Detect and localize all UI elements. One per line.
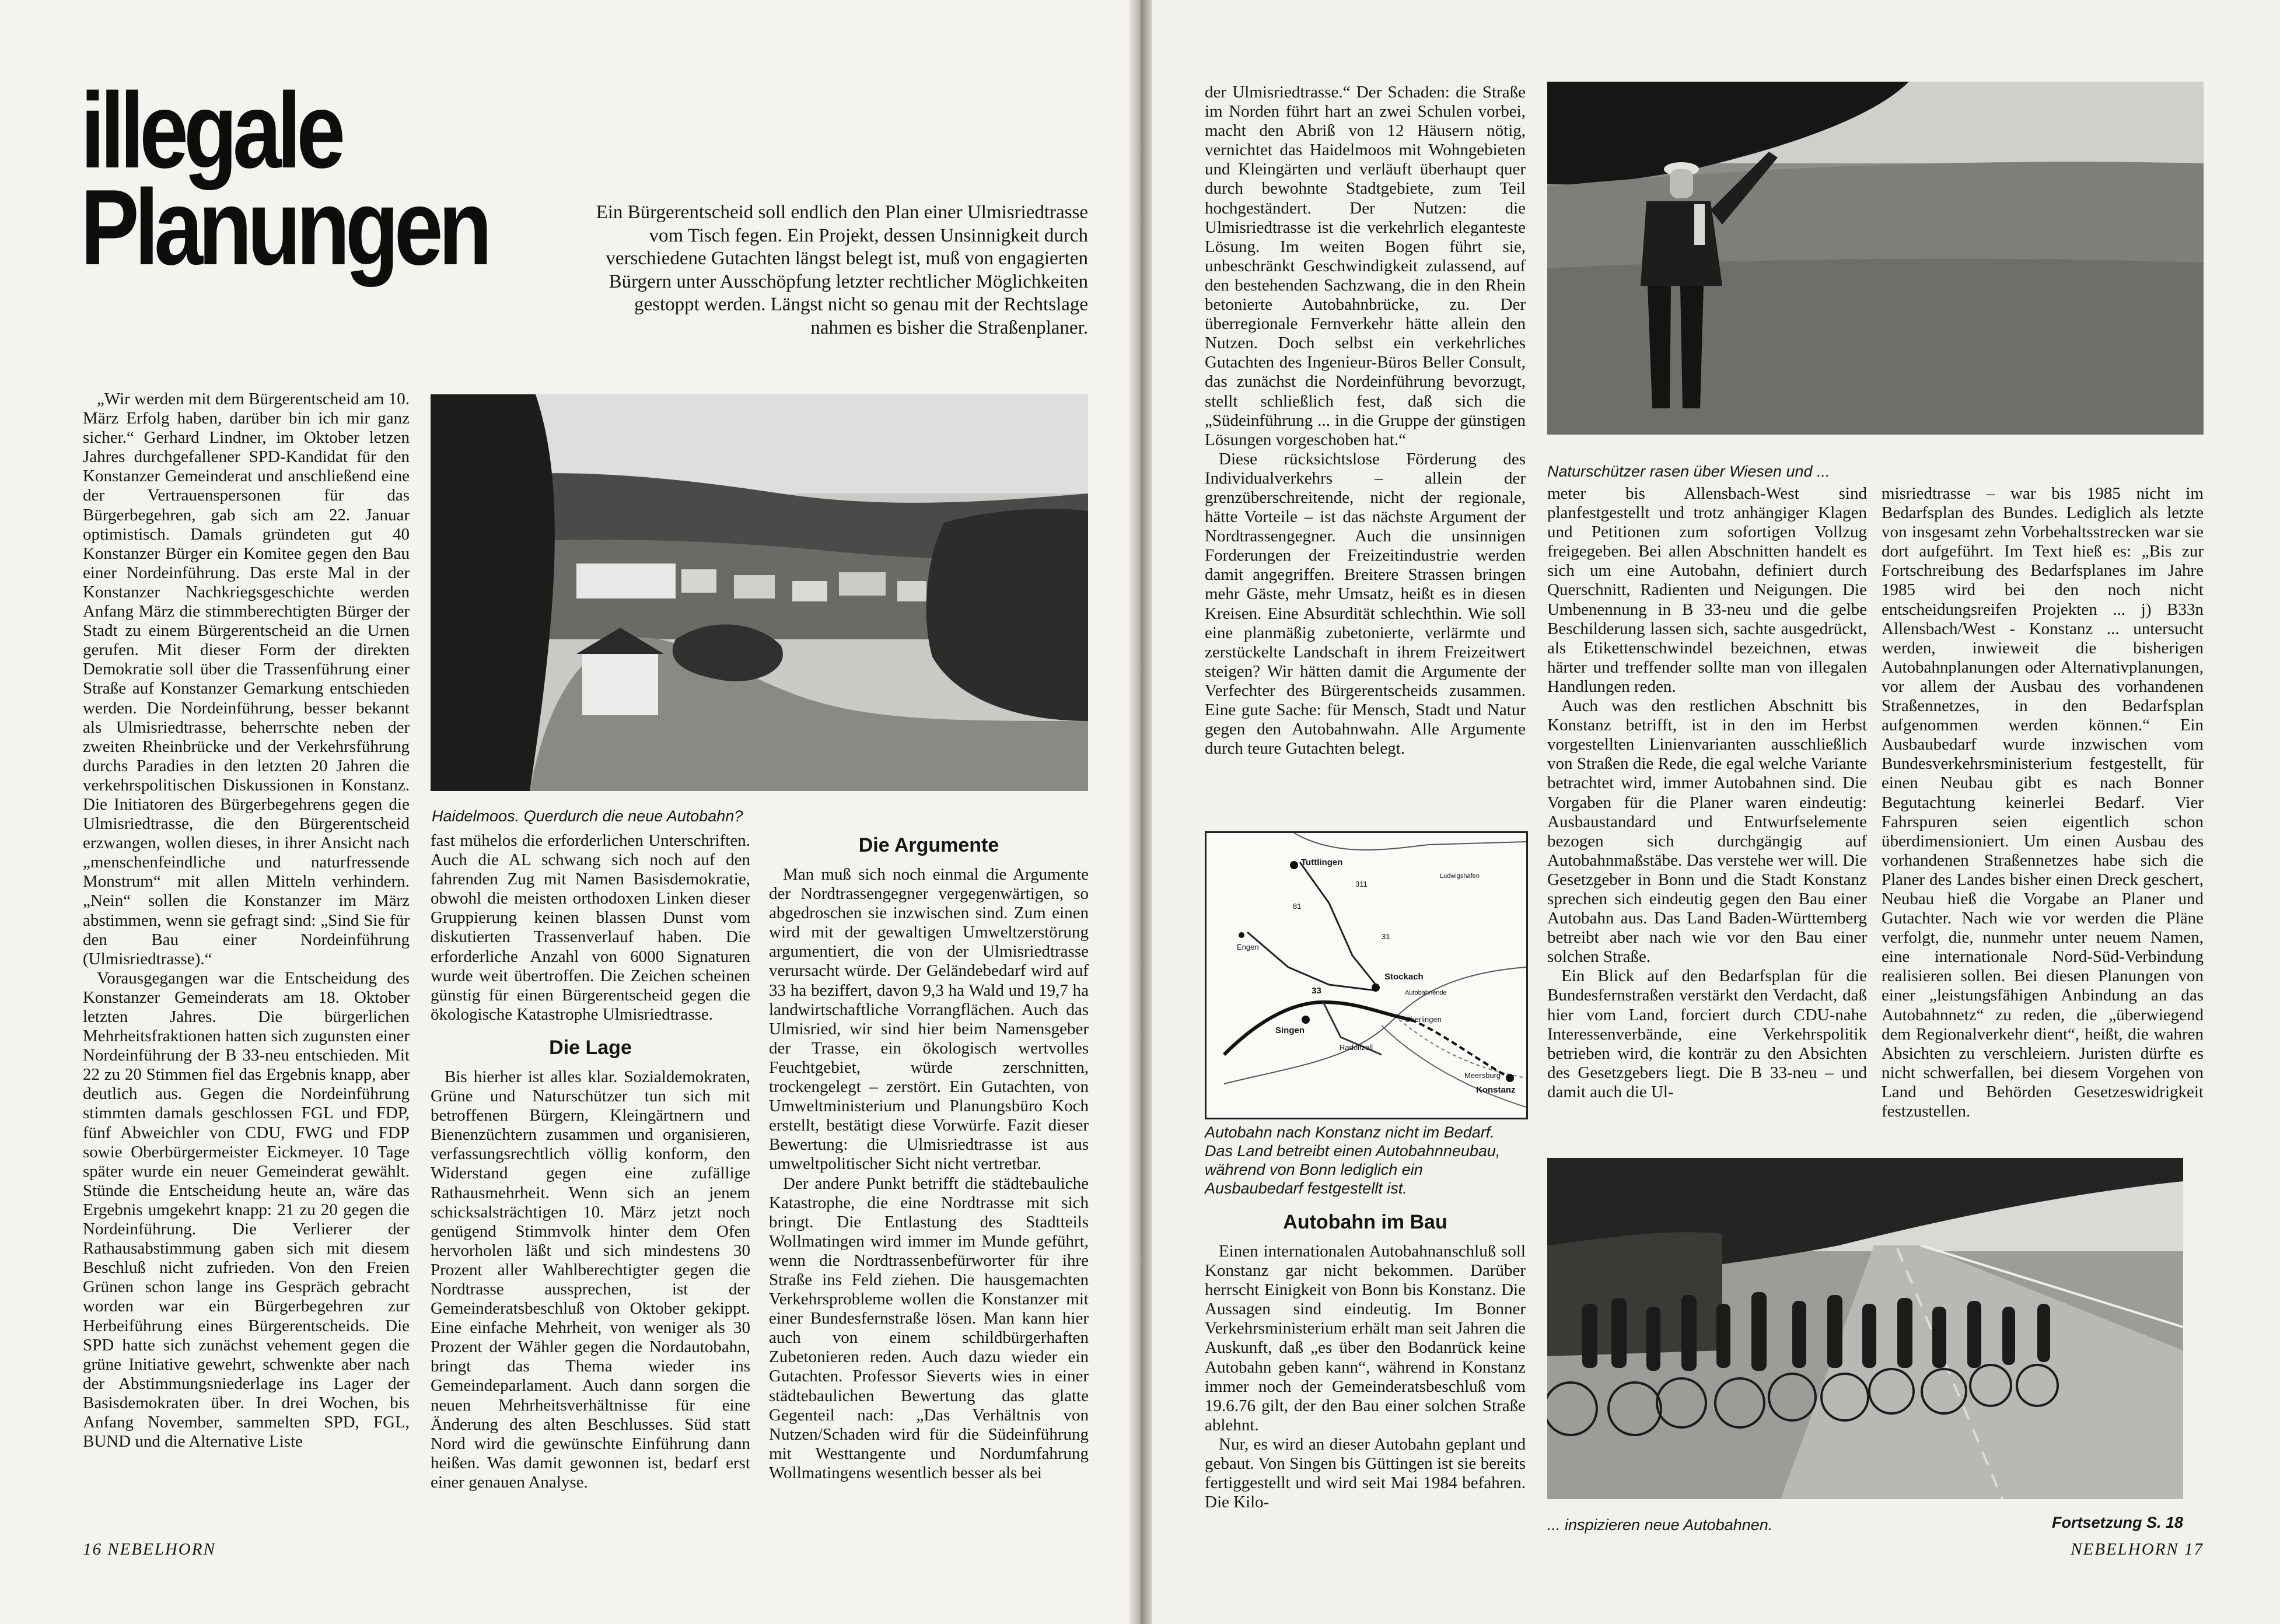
right-column-2 [1547, 484, 1867, 1143]
headline-line-1: illegale [81, 70, 341, 190]
paragraph: misriedtrasse – war bis 1985 nicht im Bedarfsplan des Bundes. Lediglich als letzte von insgesamt zehn Vorbehaltsstrecken war sie dort aufgeführt. Im Text hieß es: „Bis zur Fortschreibung des Bedarfsplanes im Jahre 1985 wird bei den noch nicht entscheidungsreifen Projekten ... j) B33n Allensbach/West - Konstanz ... untersucht werden, inwieweit die bisherigen Autobahnplanungen oder Alternativplanungen, vor allem der Ausbau des vorhandenen Straßennetzes, in den Bedarfsplan aufgenommen werden können.“ Ein Ausbaubedarf wurde inzwischen vom Bundesverkehrsministerium festgestellt, für einen Neubau gibt es nach Bonner Begutachtung keinerlei Bedarf. Vier Fahrspuren seien eigentlich schon überdimensioniert. Um einen Ausbau des vorhandenen Straßennetzes habe sich die Planer des Landes bisher einen Dreck geschert, Neubau hieß die Vorgabe an Planer und Gutachter. Nach wie vor werden die Pläne verfolgt, die, nunmehr unter neuem Namen, eine internationale Nord-Süd-Verbindung realisieren sollen. Bei diesen Planungen von einer „leistungsfähigen Anbindung an das Autobahnnetz“ zu reden, die „überwiegend dem Regionalverkehr dient“, heißt, die wahren Absichten zu verschleiern. Juristen dürfte es nicht schwerfallen, bei diesem Vorgehen von Land und Behörden Gesetzeswidrigkeit festzustellen. [1882, 484, 2204, 1121]
map-label-radolfzell: Radolfzell [1340, 1043, 1373, 1052]
continuation-note: Fortsetzung S. 18 [2051, 1514, 2183, 1531]
right-page [1152, 0, 2280, 1624]
map-label-stockach: Stockach [1384, 972, 1424, 982]
photo-cyclists [1547, 1158, 2183, 1499]
map-label-road-33: 33 [1312, 986, 1321, 996]
map-label-ludwigshafen: Ludwigshafen [1440, 873, 1480, 880]
paragraph: meter bis Allensbach-West sind planfestgestellt und trotz anhängiger Klagen und Petitionen zum sofortigen Vollzug freigegeben. Bei allen Abschnitten handelt es sich um eine Autobahn, definiert durch Querschnitt, Radienten und Neigungen. Die Umbenennung in B 33-neu und die gelbe Beschilderung lassen sich, sachte ausgedrückt, als Etikettenschwindel bezeichnen, etwas härter und treffender sollte man von illegalen Handlungen reden. [1547, 484, 1867, 696]
left-column-3 [769, 831, 1089, 1555]
map-label-konstanz: Konstanz [1476, 1085, 1516, 1095]
paragraph: Bis hierher ist alles klar. Sozialdemokraten, Grüne und Naturschützer tun sich mit betroffenen Bürgern, Kleingärtnern und Bienenzüchtern zusammen und organisieren, verfassungsrechtlich völlig konform, den Widerstand gegen eine zufällige Rathausmehrheit. Wenn sich an jenem schicksalsträchtigen 10. März jetzt noch genügend Stimmvolk hinter dem Ofen hervorholen läßt und sich mindestens 30 Prozent aller Wahlberechtigter gegen die Nordtrasse aussprechen, ist der Gemeinderatsbeschluß von Oktober gekippt. Eine einfache Mehrheit, von weniger als 30 Prozent der Wähler gegen die Nordautobahn, bringt das Thema wieder ins Gemeindeparlament. Auch dann sorgen die neuen Mehrheitsverhältnisse für eine Änderung des alten Beschlusses. Süd statt Nord wird die gewünschte Einführung dann heißen. Was damit gewonnen ist, bedarf erst einer genauen Analyse. [431, 1067, 750, 1492]
headline-line-2: Planungen [81, 167, 488, 287]
map-label-engen: Engen [1237, 943, 1259, 951]
right-column-1 [1205, 83, 1526, 827]
map-label-road-31: 31 [1382, 932, 1390, 941]
map-label-road-311: 311 [1355, 880, 1368, 888]
binding-gutter [1129, 0, 1152, 1624]
paragraph: Ein Blick auf den Bedarfsplan für die Bundesfernstraßen verstärkt den Verdacht, daß hier vom Land, forciert durch CDU-nahe Interessenverbände, eine Verkehrspolitik betrieben wird, die konträr zu den Absichten des Gesetzgebers liegt. Die B 33-neu – und damit auch die Ul- [1547, 967, 1867, 1101]
subheading-autobahn-im-bau: Autobahn im Bau [1283, 1211, 1447, 1233]
field-photo-image [1547, 82, 2204, 435]
route-map [1205, 831, 1528, 1119]
map-label-autobahnende: Autobahnende [1405, 989, 1447, 996]
photo-haidelmoos [431, 394, 1088, 791]
map-caption: Autobahn nach Konstanz nicht im Bedarf. Das Land betreibt einen Autobahnneubau, während von Bonn lediglich ein Ausbaubedarf festgestellt ist. [1205, 1124, 1501, 1197]
paragraph: Auch was den restlichen Abschnitt bis Konstanz betrifft, ist in den im Herbst vorgestellten Linienvarianten ausschließlich von Straßen die Rede, die egal welche Variante betrachtet wird, immer Autobahnen sind. Die Vorgaben für die Planer waren eindeutig: Ausbaustandard und Entwurfselemente bezogen sich durchgängig auf Autobahnmaßstäbe. Das verstehe wer will. Die Gesetzgeber in Bonn und die Stadt Konstanz sprechen sich eindeutig gegen den Bau einer Autobahn aus. Das Land Baden-Württemberg betreibt aber nach wie vor den Bau einer solchen Straße. [1547, 696, 1867, 967]
photo-naturschuetzer [1547, 82, 2204, 435]
map-label-ueberlingen: Überlingen [1405, 1015, 1442, 1024]
landscape-photo-image [431, 394, 1088, 791]
paragraph: fast mühelos die erforderlichen Unterschriften. Auch die AL schwang sich noch auf den fahrenden Zug mit Namen Basisdemokratie, obwohl die meisten orthodoxen Linken dieser Gruppierung keinen blassen Dunst vom diskutierten Trassenverlauf haben. Die erforderliche Anzahl von 6000 Signaturen wurde weit übertroffen. Die Zeichen scheinen günstig für einen Bürgerentscheid gegen die ökologische Katastrophe Ulmisriedtrasse. [431, 831, 750, 1024]
subheading-die-argumente: Die Argumente [858, 834, 999, 856]
paragraph: Nur, es wird an dieser Autobahn geplant und gebaut. Von Singen bis Güttingen ist sie bereits fertiggestellt und wird seit Mai 1984 befahren. Die Kilo- [1205, 1434, 1526, 1512]
map-label-road-81: 81 [1293, 902, 1302, 911]
photo-caption-cyclists: ... inspizieren neue Autobahnen. [1547, 1516, 1773, 1534]
paragraph: Einen internationalen Autobahnanschluß soll Konstanz gar nicht bekommen. Darüber herrscht Einigkeit von Bonn bis Konstanz. Die Aussagen sind eindeutig. Im Bonner Verkehrsministerium erhält man seit Jahren die Auskunft, daß „es über den Bodanrück keine Autobahn geben kann“, während in Konstanz immer noch der Gemeinderatsbeschluß vom 19.6.76 gilt, der den Bau einer solchen Straße ablehnt. [1205, 1242, 1526, 1434]
right-column-3 [1882, 484, 2204, 1143]
paragraph: Vorausgegangen war die Entscheidung des Konstanzer Gemeinderats am 18. Oktober letzten Jahres. Die bürgerlichen Mehrheitsfraktionen hatten sich zugunsten einer Nordeinführung der B 33-neu entschieden. Mit 22 zu 20 Stimmen fiel das Ergebnis knapp, aber deutlich aus. Gegen die Nordeinführung stimmten damals geschlossen FGL und FDP, fünf Abweichler von CDU, FWG und FDP sowie Oberbürgermeister Eickmeyer. 10 Tage später wurde ein neuer Gemeinderat gewählt. Stünde die Entscheidung heute an, wäre das Ergebnis umgekehrt knapp: 21 zu 20 gegen die Nordeinführung. Die Verlierer der Rathausabstimmung gaben sich mit diesem Beschluß nicht zufrieden. Von den Freien Grünen schon lange ins Gespräch gebracht worden war ein Bürgerbegehren zur Herbeiführung eines Bürgerentscheids. Die SPD hatte sich zunächst vehement gegen die grüne Initiative gewehrt, schwenkte aber nach der Abstimmungsniederlage ins Lager der Basisdemokraten über. In drei Wochen, bis Anfang November, sammelten SPD, FGL, BUND und die Alternative Liste [83, 968, 410, 1451]
photo-caption-haidelmoos: Haidelmoos. Querdurch die neue Autobahn? [432, 807, 743, 825]
headline [81, 70, 488, 287]
paragraph: Diese rücksichtslose Förderung des Individualverkehrs – allein der grenzüberschreitende, nicht der regionale, hätte Vorteile – ist das nächste Argument der Nordtrassengegner. Auch die unsinnigen Forderungen der Freizeitindustrie werden damit angegriffen. Breitere Strassen bringen mehr Gäste, mehr Umsatz, heißt es in diesen Kreisen. Eine Absurdität schlechthin. Wie soll eine planmäßig zubetonierte, verlärmte und zerstückelte Landschaft in ihrem Freizeitwert steigen? Wir hätten damit die Argumente der Verfechter des Bürgerentscheids zusammen. Eine gute Sache: für Mensch, Stadt und Natur gegen den Autobahnwahn. Alle Argumente durch teure Gutachten belegt. [1205, 449, 1526, 758]
page-folio-right: NEBELHORN 17 [2071, 1540, 2204, 1559]
paragraph: der Ulmisriedtrasse.“ Der Schaden: die Straße im Norden führt hart an zwei Schulen vorbei, macht den Abriß von 12 Häusern nötig, vernichtet das Haidelmoos mit Wohngebieten und Kleingärten und verläuft überhaupt quer durch bewohnte Stadtgebiete, zum Teil hochgeständert. Der Nutzen: die Ulmisriedtrasse ist die verkehrlich eleganteste Lösung. Im weiten Bogen führt sie, unbeschränkt Geschwindigkeit zulassend, auf den bestehenden Sachzwang, die in den Rhein betonierte Autobahnbrücke, zu. Der überregionale Fernverkehr hätte allein den Nutzen. Doch selbst ein verkehrliches Gutachten des Ingenieur-Büros Beller Consult, das zunächst die Nordeinführung bevorzugt, stellt schließlich fest, daß sich die „Südeinführung ... in die Gruppe der günstigen Lösungen vorgeschoben hat.“ [1205, 83, 1526, 449]
photo-caption-naturschuetzer: Naturschützer rasen über Wiesen und ... [1547, 463, 1830, 480]
right-column-1-bottom [1205, 1210, 1526, 1560]
left-column-2 [431, 831, 750, 1540]
paragraph: „Wir werden mit dem Bürgerentscheid am 10. März Erfolg haben, darüber bin ich mir ganz sicher.“ Gerhard Lindner, im Oktober letzen Jahres durchgefallener SPD-Kandidat für den Konstanzer Gemeinderat und anschließend eine der Vertrauenspersonen für das Bürgerbegehren, gab sich am 22. Januar optimistisch. Damals gründeten gut 40 Konstanzer Bürger ein Komitee gegen den Bau einer Nordeinführung. Das erste Mal in der Konstanzer Nachkriegsgeschichte werden Anfang März die stimmberechtigten Bürger der Stadt zu einem Bürgerentscheid an die Urnen gerufen. Mit dieser Form der direkten Demokratie soll über die Trassenführung einer Straße auf Konstanzer Gemarkung entschieden werden. Die Nordeinführung, besser bekannt als Ulmisriedtrasse, beherrschte neben der zweiten Rheinbrücke und der Verkehrsführung durchs Paradies in den letzten 20 Jahren die verkehrspolitischen Diskussionen in Konstanz. Die Initiatoren des Bürgerbegehrens gegen die Ulmisriedtrasse, die den Bürgerentscheid erzwangen, wollen dieses, in ihrer Ansicht nach „menschenfeindliche und naturfressende Monstrum“ mit allen Mitteln verhindern. „Nein“ sollen die Konstanzer im März abstimmen, wenn sie gefragt sind: „Sind Sie für den Bau einer Nordeinführung (Ulmisriedtrasse).“ [83, 390, 410, 968]
left-page [0, 0, 1129, 1624]
map-label-tuttlingen: Tuttlingen [1301, 858, 1343, 867]
map-label-meersburg: Meersburg [1464, 1071, 1501, 1080]
page-folio-left: 16 NEBELHORN [83, 1540, 216, 1559]
map-label-singen: Singen [1275, 1026, 1305, 1035]
cyclists-photo-image [1547, 1158, 2183, 1499]
paragraph: Der andere Punkt betrifft die städtebauliche Katastrophe, die eine Nordtrasse mit sich bringt. Die Entlastung des Stadtteils Wollmatingen wird immer im Munde geführt, wenn die Nordtrassenbefürworter für ihre Straße ins Feld ziehen. Die hausgemachten Verkehrsprobleme wollen die Konstanzer mit einer Bundesfernstraße lösen. Man kann hier auch von einem schildbürgerhaften Zubetonieren reden. Auch dazu wieder ein Gutachten. Professor Sieverts wies in einer städtebaulichen Bewertung das glatte Gegenteil nach: „Das Verhältnis von Nutzen/Schaden wird für die Südeinführung mit Westtangente und Nordumfahrung Wollmatingens wesentlich besser als bei [769, 1174, 1089, 1482]
left-column-1 [83, 390, 410, 1562]
subheading-die-lage: Die Lage [549, 1036, 632, 1059]
paragraph: Man muß sich noch einmal die Argumente der Nordtrassengegner vergegenwärtigen, so abgedroschen sie inzwischen sind. Zum einen wird mit der gewaltigen Umweltzerstörung argumentiert, die von der Ulmisriedtrasse verursacht würde. Der Geländebedarf wird auf 33 ha beziffert, davon 9,3 ha Wald und 19,7 ha landwirtschaftliche Vorrangflächen. Auch das Ulmisried, wir sind hier beim Namensgeber der Trasse, ein ökologisch wertvolles Feuchtgebiet, würde zerschnitten, trockengelegt – zerstört. Ein Gutachten, von Umweltministerium und Planungsbüro Koch erstellt, bestätigt diese Vorwürfe. Fazit dieser Bewertung: die Ulmisriedtrasse ist aus umweltpolitischer Sicht nicht vertretbar. [769, 865, 1089, 1174]
lead-paragraph: Ein Bürgerentscheid soll endlich den Plan einer Ulmisriedtrasse vom Tisch fegen. Ein Projekt, dessen Unsinnigkeit durch verschiedene Gutachten längst belegt ist, muß von engagierten Bürgern unter Ausschöpfung letzter rechtlicher Möglichkeiten gestoppt werden. Längst nicht so genau mit der Rechtslage nahmen es bisher die Straßenplaner. [596, 202, 1088, 338]
